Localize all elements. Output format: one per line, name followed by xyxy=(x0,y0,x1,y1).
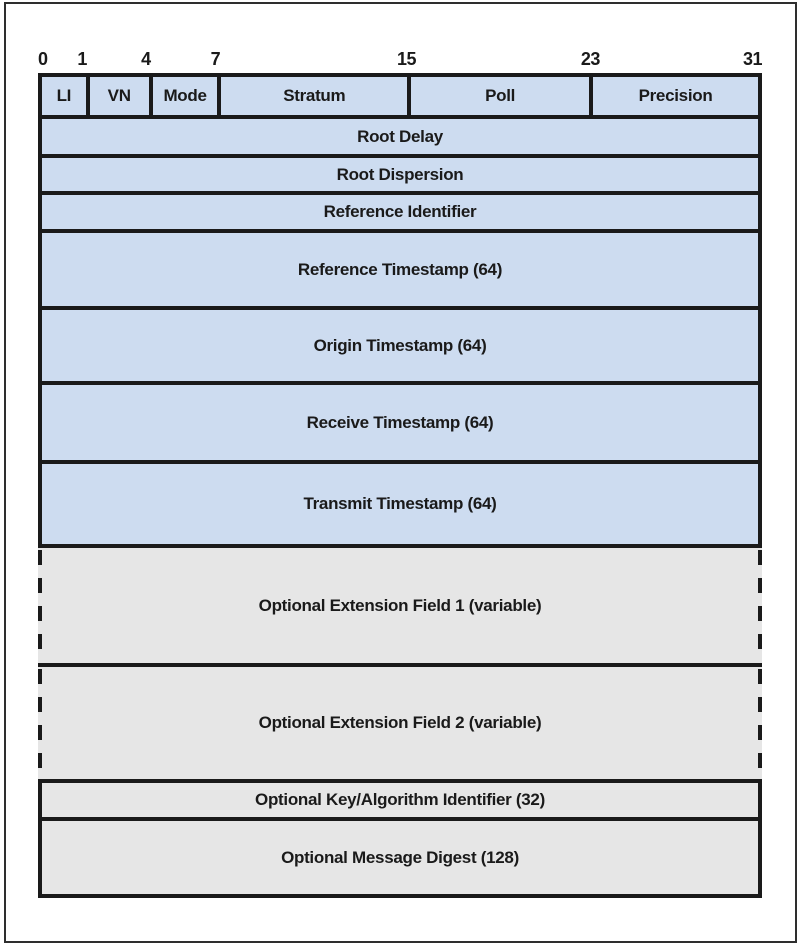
row-key-algorithm-identifier: Optional Key/Algorithm Identifier (32) xyxy=(38,779,762,817)
bit-label-31: 31 xyxy=(742,49,762,69)
bit-ruler xyxy=(38,48,762,70)
field-poll: Poll xyxy=(407,77,589,115)
header-fields-row xyxy=(38,73,762,115)
packet-table xyxy=(38,73,762,898)
bit-label-4: 4 xyxy=(141,49,151,69)
row-message-digest: Optional Message Digest (128) xyxy=(38,817,762,898)
figure-frame xyxy=(4,2,797,943)
row-root-dispersion: Root Dispersion xyxy=(38,154,762,191)
row-extension-field-1: Optional Extension Field 1 (variable) xyxy=(38,544,762,663)
field-stratum: Stratum xyxy=(217,77,407,115)
row-reference-identifier: Reference Identifier xyxy=(38,191,762,229)
bit-label-1: 1 xyxy=(77,49,87,69)
bit-label-0: 0 xyxy=(38,49,48,69)
field-vn: VN xyxy=(86,77,149,115)
row-receive-timestamp: Receive Timestamp (64) xyxy=(38,381,762,460)
ntp-packet-format-diagram xyxy=(38,48,762,898)
row-root-delay: Root Delay xyxy=(38,115,762,154)
field-mode: Mode xyxy=(149,77,218,115)
bit-label-7: 7 xyxy=(210,49,221,69)
row-reference-timestamp: Reference Timestamp (64) xyxy=(38,229,762,306)
row-origin-timestamp: Origin Timestamp (64) xyxy=(38,306,762,381)
bit-label-15: 15 xyxy=(397,49,417,69)
row-extension-field-2: Optional Extension Field 2 (variable) xyxy=(38,663,762,779)
field-precision: Precision xyxy=(589,77,758,115)
field-li: LI xyxy=(56,86,72,105)
row-transmit-timestamp: Transmit Timestamp (64) xyxy=(38,460,762,544)
bit-label-23: 23 xyxy=(580,49,600,69)
